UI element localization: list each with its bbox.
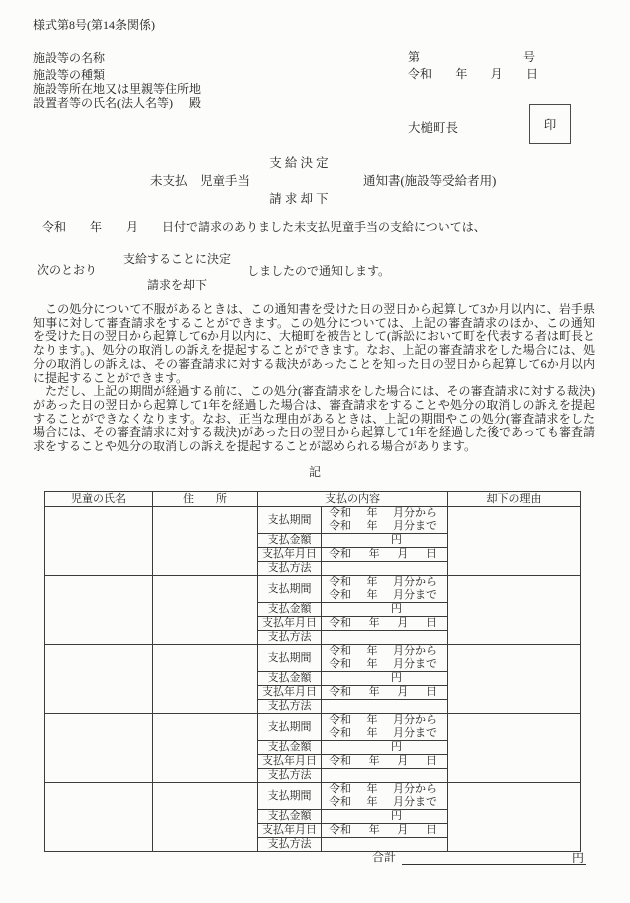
period-value-cell: [322, 576, 448, 603]
address-cell: [153, 783, 258, 852]
period-from-era: 令和: [329, 507, 351, 519]
decision-lead: 次のとおり: [37, 263, 98, 277]
payment-block: [45, 576, 581, 645]
period-from-era: 令和: [329, 783, 351, 795]
request-date-line: 令和 年 月 日付で請求のありました未支払児童手当の支給については、: [42, 220, 486, 234]
period-to-era: 令和: [329, 796, 351, 808]
method-label: 支払方法: [258, 562, 322, 576]
period-from-year: 年: [366, 576, 378, 588]
period-from-tail: 月分から: [393, 783, 437, 795]
payment-table-header: [45, 492, 581, 507]
rejection-reason-cell: [448, 714, 581, 783]
period-value-cell: [322, 783, 448, 810]
period-value-cell: [322, 645, 448, 672]
ki-heading: 記: [308, 465, 321, 479]
period-to-tail: 月分まで: [393, 658, 437, 670]
total-amount-rule: 円: [402, 849, 586, 865]
period-from-tail: 月分から: [393, 714, 437, 726]
facility-kind-label: 施設等の種類: [33, 68, 106, 82]
title-subject: 未支払 児童手当: [150, 174, 251, 188]
seal-mark: 印: [543, 118, 557, 132]
period-from-era: 令和: [329, 576, 351, 588]
decision-option-grant: 支給することに決定: [123, 252, 232, 266]
pay-date-label: 支払年月日: [258, 686, 322, 700]
payment-table: [44, 491, 581, 852]
period-label: 支払期間: [258, 507, 322, 534]
period-to-year: 年: [366, 589, 378, 601]
period-to-year: 年: [366, 658, 378, 670]
mayor-name: 大槌町長: [408, 121, 459, 135]
amount-label: 支払金額: [258, 672, 322, 686]
method-label: 支払方法: [258, 700, 322, 714]
seal-box: [529, 104, 571, 144]
amount-value-cell: 円: [322, 534, 448, 548]
child-name-cell: [45, 645, 153, 714]
amount-label: 支払金額: [258, 810, 322, 824]
period-label: 支払期間: [258, 783, 322, 810]
total-label: 合計: [372, 850, 397, 864]
pay-date-label: 支払年月日: [258, 755, 322, 769]
pay-date-day: 日: [425, 755, 437, 767]
facility-name-label: 施設等の名称: [33, 51, 106, 65]
period-from-year: 年: [366, 507, 378, 519]
period-to-tail: 月分まで: [393, 589, 437, 601]
date-month: 月: [490, 67, 503, 81]
pay-date-label: 支払年月日: [258, 617, 322, 631]
rejection-reason-cell: [448, 507, 581, 576]
period-value-cell: [322, 714, 448, 741]
pay-date-month: 月: [397, 548, 409, 560]
period-to-year: 年: [366, 727, 378, 739]
pay-date-value-cell: [322, 755, 448, 769]
doc-no-suffix: 号: [522, 50, 535, 64]
pay-date-month: 月: [397, 755, 409, 767]
col-header-reason: 却下の理由: [448, 492, 581, 507]
date-era: 令和: [408, 67, 433, 81]
payment-block: [45, 714, 581, 783]
method-label: 支払方法: [258, 769, 322, 783]
address-cell: [153, 507, 258, 576]
total-line: [372, 848, 586, 865]
founder-name-label: [33, 94, 201, 111]
pay-date-year: 年: [368, 617, 380, 629]
rejection-reason-cell: [448, 783, 581, 852]
period-from-tail: 月分から: [393, 645, 437, 657]
period-to-year: 年: [366, 796, 378, 808]
period-to-year: 年: [366, 520, 378, 532]
pay-date-row: [322, 824, 447, 837]
col-header-payment: 支払の内容: [258, 492, 448, 507]
amount-value-cell: 円: [322, 741, 448, 755]
dono-honorific: 殿: [189, 96, 202, 110]
payment-block: [45, 645, 581, 714]
child-name-cell: [45, 507, 153, 576]
pay-date-value-cell: [322, 548, 448, 562]
rejection-reason-cell: [448, 576, 581, 645]
pay-date-row: [322, 686, 447, 699]
method-label: 支払方法: [258, 631, 322, 645]
period-from-row: [322, 783, 447, 796]
pay-date-day: 日: [425, 686, 437, 698]
address-cell: [153, 576, 258, 645]
form-number: 様式第8号(第14条関係): [33, 18, 155, 32]
facility-address-label: 施設等所在地又は里親等住所地: [33, 82, 202, 96]
amount-label: 支払金額: [258, 534, 322, 548]
pay-date-label: 支払年月日: [258, 824, 322, 838]
period-from-row: [322, 576, 447, 589]
period-from-year: 年: [366, 714, 378, 726]
pay-date-month: 月: [397, 617, 409, 629]
appeal-paragraph-2: ただし、上記の期間が経過する前に、この処分(審査請求をした場合には、その審査請求に対する裁決)があった日の翌日から起算して1年を経過した場合は、審査請求をすることや処分の取消しの訴えを提起することができなくなります。なお、正当な理由があるときは、上記の期間やこの処分(審査請求をした場合には、その審査請求に対する裁決)があった日の翌日から起算して1年を経過した後であっても審査請求をすることや処分の取消しの訴えを提起することが認められる場合があります。: [33, 384, 595, 454]
amount-label: 支払金額: [258, 741, 322, 755]
pay-date-value-cell: [322, 617, 448, 631]
payment-block: [45, 507, 581, 576]
child-name-cell: [45, 576, 153, 645]
pay-date-row: [322, 548, 447, 561]
period-from-row: [322, 714, 447, 727]
period-to-era: 令和: [329, 520, 351, 532]
amount-value-cell: 円: [322, 672, 448, 686]
appeal-notice-paragraphs: [33, 303, 595, 454]
founder-label-text: 設置者等の氏名(法人名等): [33, 96, 173, 110]
address-cell: [153, 714, 258, 783]
method-value-cell: [322, 631, 448, 645]
pay-date-year: 年: [368, 548, 380, 560]
appeal-paragraph-1: この処分について不服があるときは、この通知書を受けた日の翌日から起算して3か月以内に、岩手県知事に対して審査請求をすることができます。この処分については、上記の審査請求のほか、この通知を受けた日の翌日から起算して6か月以内に、大槌町を被告として(訴訟において町を代表する者は町長となります。)、処分の取消しの訴えを提起することができます。なお、上記の審査請求をした場合には、処分の取消しの訴えは、その審査請求に対する裁決があったことを知った日の翌日から起算して6か月以内に提起することができます。: [33, 302, 596, 385]
method-value-cell: [322, 769, 448, 783]
rejection-reason-cell: [448, 645, 581, 714]
period-from-row: [322, 645, 447, 658]
pay-date-era: 令和: [329, 824, 351, 836]
period-to-row: [322, 796, 447, 809]
pay-date-row: [322, 617, 447, 630]
period-to-era: 令和: [329, 589, 351, 601]
pay-date-era: 令和: [329, 755, 351, 767]
pay-date-value-cell: [322, 824, 448, 838]
address-cell: [153, 645, 258, 714]
pay-date-era: 令和: [329, 686, 351, 698]
payment-block: [45, 783, 581, 852]
amount-value-cell: 円: [322, 810, 448, 824]
period-from-tail: 月分から: [393, 507, 437, 519]
period-label: 支払期間: [258, 714, 322, 741]
pay-date-month: 月: [397, 824, 409, 836]
decision-tail: しましたので通知します。: [247, 264, 391, 278]
document-number-line: [408, 48, 535, 65]
method-label: 支払方法: [258, 838, 322, 852]
child-name-cell: [45, 783, 153, 852]
amount-label: 支払金額: [258, 603, 322, 617]
period-to-row: [322, 658, 447, 671]
period-from-era: 令和: [329, 714, 351, 726]
period-from-era: 令和: [329, 645, 351, 657]
decision-option-reject: 請求を却下: [146, 278, 207, 292]
period-from-year: 年: [366, 645, 378, 657]
pay-date-value-cell: [322, 686, 448, 700]
method-value-cell: [322, 562, 448, 576]
pay-date-era: 令和: [329, 548, 351, 560]
col-header-child-name: 児童の氏名: [45, 492, 153, 507]
pay-date-era: 令和: [329, 617, 351, 629]
pay-date-day: 日: [425, 548, 437, 560]
period-to-row: [322, 520, 447, 533]
child-name-cell: [45, 714, 153, 783]
method-value-cell: [322, 700, 448, 714]
period-to-row: [322, 727, 447, 740]
period-to-row: [322, 589, 447, 602]
pay-date-row: [322, 755, 447, 768]
period-from-row: [322, 507, 447, 520]
date-year: 年: [455, 67, 468, 81]
title-doc-type: 通知書(施設等受給者用): [363, 174, 497, 188]
period-to-tail: 月分まで: [393, 796, 437, 808]
pay-date-year: 年: [368, 686, 380, 698]
period-value-cell: [322, 507, 448, 534]
period-to-tail: 月分まで: [393, 520, 437, 532]
pay-date-year: 年: [368, 755, 380, 767]
period-label: 支払期間: [258, 576, 322, 603]
period-to-tail: 月分まで: [393, 727, 437, 739]
doc-no-prefix: 第: [408, 50, 421, 64]
period-to-era: 令和: [329, 727, 351, 739]
period-to-era: 令和: [329, 658, 351, 670]
issue-date-line: [408, 65, 538, 82]
pay-date-day: 日: [425, 617, 437, 629]
pay-date-label: 支払年月日: [258, 548, 322, 562]
pay-date-day: 日: [425, 824, 437, 836]
col-header-address: 住 所: [153, 492, 258, 507]
pay-date-month: 月: [397, 686, 409, 698]
pay-date-year: 年: [368, 824, 380, 836]
period-from-year: 年: [366, 783, 378, 795]
period-label: 支払期間: [258, 645, 322, 672]
date-day: 日: [525, 67, 538, 81]
title-option-reject: 請 求 却 下: [269, 192, 329, 206]
amount-value-cell: 円: [322, 603, 448, 617]
period-from-tail: 月分から: [393, 576, 437, 588]
title-option-grant: 支 給 決 定: [269, 156, 329, 170]
